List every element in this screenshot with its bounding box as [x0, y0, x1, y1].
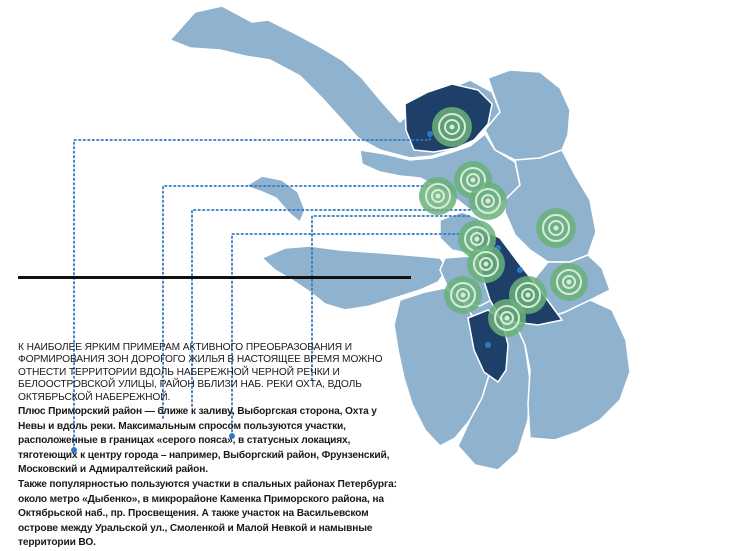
leader-dot: [427, 131, 433, 137]
article-lead: К НАИБОЛЕЕ ЯРКИМ ПРИМЕРАМ АКТИВНОГО ПРЕОБРАЗОВАНИЯ И ФОРМИРОВАНИЯ ЗОН ДОРОГОГО ЖИЛЬЯ В НАСТОЯЩЕЕ ВРЕМЯ МОЖНО ОТНЕСТИ ТЕРРИТОРИИ ВДОЛЬ НАБЕРЕЖНОЙ ЧЕРНОЙ РЕЧКИ И БЕЛООСТРОВСКОЙ УЛИЦЫ, РАЙОН ВБЛИЗИ НАБ. РЕКИ ОХТА, ВДОЛЬ ОКТЯБРЬСКОЙ НАБЕРЕЖНОЙ.: [18, 342, 383, 403]
location-marker: [444, 276, 482, 314]
leader-dot: [485, 342, 491, 348]
district-island-small: [246, 176, 305, 222]
location-marker: [469, 182, 507, 220]
article-caption: [18, 342, 400, 551]
location-marker: [419, 177, 457, 215]
location-marker: [488, 299, 526, 337]
location-marker: [432, 107, 472, 147]
district-north-east: [485, 70, 570, 160]
article-paragraph-1: Плюс Приморский район — ближе к заливу, Выборгская сторона, Охта у Невы и вдоль реки. Максимальным спросом пользуются участки, расположенные в границах «серого пояса», в статусных локациях, тяготеющих к центру города – например, Выборгский район, Фрунзенский, Московский и Адмиралтейский район.: [18, 406, 390, 476]
article-paragraph-2: Также популярностью пользуются участки в спальных районах Петербурга: около метро «Дыбенко», в микрорайоне Каменка Приморского района, на Октябрьской наб., пр. Просвещения. А также участок на Васильевском острове между Уральской ул., Смоленкой и Малой Невкой и намывные территории ВО.: [18, 479, 397, 549]
article-body: [18, 405, 400, 551]
location-marker: [550, 263, 588, 301]
location-marker: [536, 208, 576, 248]
leader-dot: [517, 267, 523, 273]
section-divider: [18, 276, 411, 279]
location-marker: [467, 245, 505, 283]
